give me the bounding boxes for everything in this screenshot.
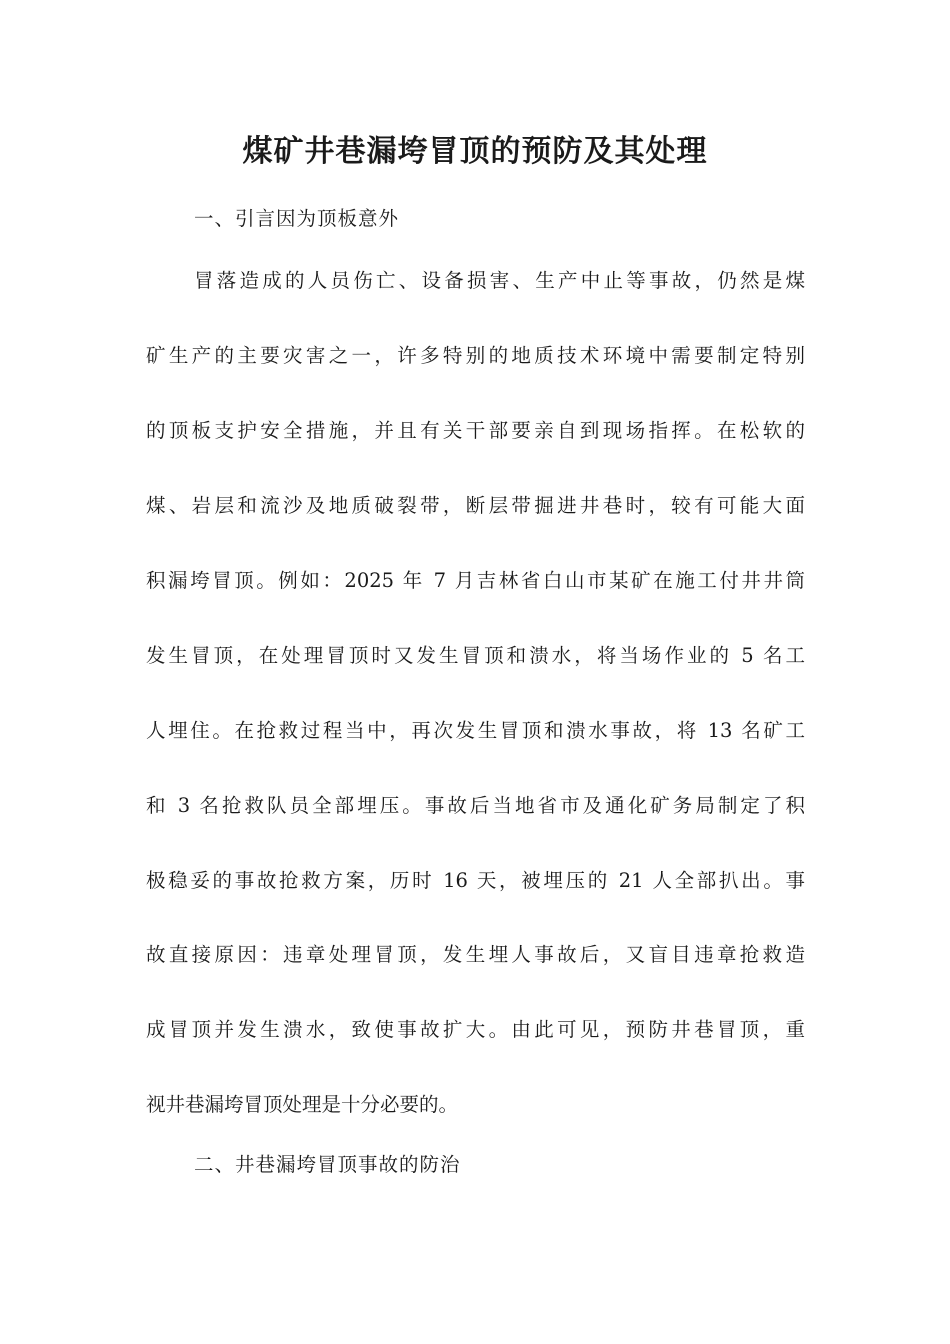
section-heading-introduction: 一、引言因为顶板意外: [194, 207, 400, 230]
paragraph-line: 极稳妥的事故抢救方案，历时 16 天，被埋压的 21 人全部扒出。事: [146, 869, 805, 892]
paragraph-line: 积漏垮冒顶。例如：2025 年 7 月吉林省白山市某矿在施工付井井筒: [146, 569, 805, 592]
paragraph-line: 冒落造成的人员伤亡、设备损害、生产中止等事故，仍然是煤: [194, 269, 805, 292]
paragraph-line: 的顶板支护安全措施，并且有关干部要亲自到现场指挥。在松软的: [146, 419, 805, 442]
paragraph-line: 成冒顶并发生溃水，致使事故扩大。由此可见，预防井巷冒顶，重: [146, 1018, 805, 1041]
paragraph-line: 矿生产的主要灾害之一，许多特别的地质技术环境中需要制定特别: [146, 344, 805, 367]
paragraph-line: 发生冒顶，在处理冒顶时又发生冒顶和溃水，将当场作业的 5 名工: [146, 644, 805, 667]
document-title: 煤矿井巷漏垮冒顶的预防及其处理: [242, 134, 708, 169]
paragraph-line: 人埋住。在抢救过程当中，再次发生冒顶和溃水事故，将 13 名矿工: [146, 719, 805, 742]
paragraph-line: 煤、岩层和流沙及地质破裂带，断层带掘进井巷时，较有可能大面: [146, 494, 805, 517]
paragraph-line: 视井巷漏垮冒顶处理是十分必要的。: [146, 1093, 459, 1116]
paragraph-line: 故直接原因：违章处理冒顶，发生埋人事故后，又盲目违章抢救造: [146, 943, 805, 966]
paragraph-line: 和 3 名抢救队员全部埋压。事故后当地省市及通化矿务局制定了积: [146, 794, 805, 817]
section-heading-prevention: 二、井巷漏垮冒顶事故的防治: [194, 1153, 461, 1176]
